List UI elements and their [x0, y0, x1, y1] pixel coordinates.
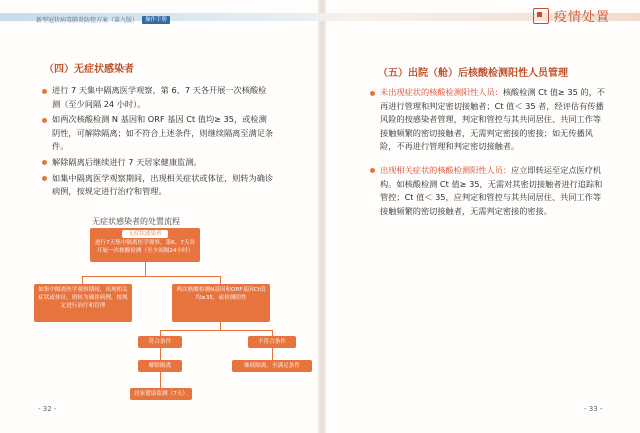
flow-connector — [220, 322, 221, 330]
flow-final-box: 居家健康监测（7天） — [130, 388, 192, 400]
flow-connector — [145, 262, 146, 276]
flow-top-label: 无症状感染者 — [122, 230, 168, 238]
flow-connector — [160, 330, 272, 331]
right-bullet-list — [370, 86, 606, 220]
flowchart — [20, 228, 318, 408]
flow-connector — [82, 276, 220, 277]
item-text: 核酸检测 Ct 值≥ 35 的，不再进行管理和判定密切接触者；Ct 值＜ 35 者，经评估有传播风险的按感染者管理，判定和管控与其共同居住、共同工作等接触频繁的密切接触者，无需判定密接的密接；如无传播风险，不再进行管理和判定密切接触者。 — [380, 87, 605, 152]
right-header-title: 疫情处置 — [553, 10, 610, 25]
flow-no-box: 不符合条件 — [248, 336, 296, 348]
list-item: 如两次核酸检测 N 基因和 ORF 基因 Ct 值均≥ 35，或检测阴性，可解除隔离；如不符合上述条件，则继续隔离至满足条件。 — [42, 113, 274, 154]
list-item — [370, 164, 606, 218]
book-gutter — [318, 0, 326, 433]
flowchart-title: 无症状感染者的处置流程 — [92, 217, 180, 226]
flow-continue-box: 继续隔离，至满足条件 — [232, 360, 312, 372]
flow-release-box: 解除隔离 — [138, 360, 182, 372]
flow-connector — [82, 276, 83, 284]
list-item: 进行 7 天集中隔离医学观察，第 6、7 天各开展一次核酸检测（至少间隔 24 小时）。 — [42, 84, 274, 111]
flow-connector — [272, 348, 273, 360]
left-running-header — [36, 15, 170, 24]
flow-top-text: 进行7天集中隔离医学观察，第6、7天各开展一次核酸检测（至少间隔24小时） — [94, 240, 196, 254]
flow-left-branch: 如集中隔离医学观察期间，出现相关症状或体征，则转为确诊病例，按规定进行治疗和管理 — [34, 284, 132, 322]
flow-right-branch: 两次核酸检测N基因和ORF基因Ct值均≥35，或检测阴性 — [172, 284, 270, 322]
left-header-tag: 操作手册 — [142, 16, 170, 24]
list-item: 如集中隔离医学观察期间，出现相关症状或体征，则转为确诊病例，按规定进行治疗和管理。 — [42, 172, 274, 199]
right-page-number: - 33 - — [584, 405, 603, 413]
item-lead: 出现相关症状的核酸检测阳性人员： — [380, 164, 512, 175]
left-header-title: 新型冠状病毒肺炎防控方案（第九版） — [36, 17, 139, 24]
right-running-header — [533, 6, 610, 25]
left-bullet-list — [42, 84, 274, 201]
flow-connector — [220, 276, 221, 284]
flow-yes-box: 符合条件 — [138, 336, 182, 348]
list-item — [370, 86, 606, 154]
item-lead: 未出现症状的核酸检测阳性人员： — [380, 87, 503, 97]
item-text: 应立即转运至定点医疗机构。如核酸检测 Ct 值≥ 35，无需对其密切接触者进行追踪和管控；Ct 值＜ 35，应判定和管控与其共同居住、共同工作等接触频繁的密切接触者，无需判定密接的密接。 — [380, 164, 603, 216]
left-page-number: - 32 - — [38, 405, 57, 413]
list-item: 解除隔离后继续进行 7 天居家健康监测。 — [42, 156, 274, 170]
left-section-title: （四）无症状感染者 — [44, 64, 134, 75]
flow-connector — [160, 372, 161, 388]
flow-connector — [160, 348, 161, 360]
flow-top-box — [90, 228, 200, 262]
right-section-title: （五）出院（舱）后核酸检测阳性人员管理 — [378, 68, 568, 79]
section-badge-icon — [533, 8, 549, 24]
